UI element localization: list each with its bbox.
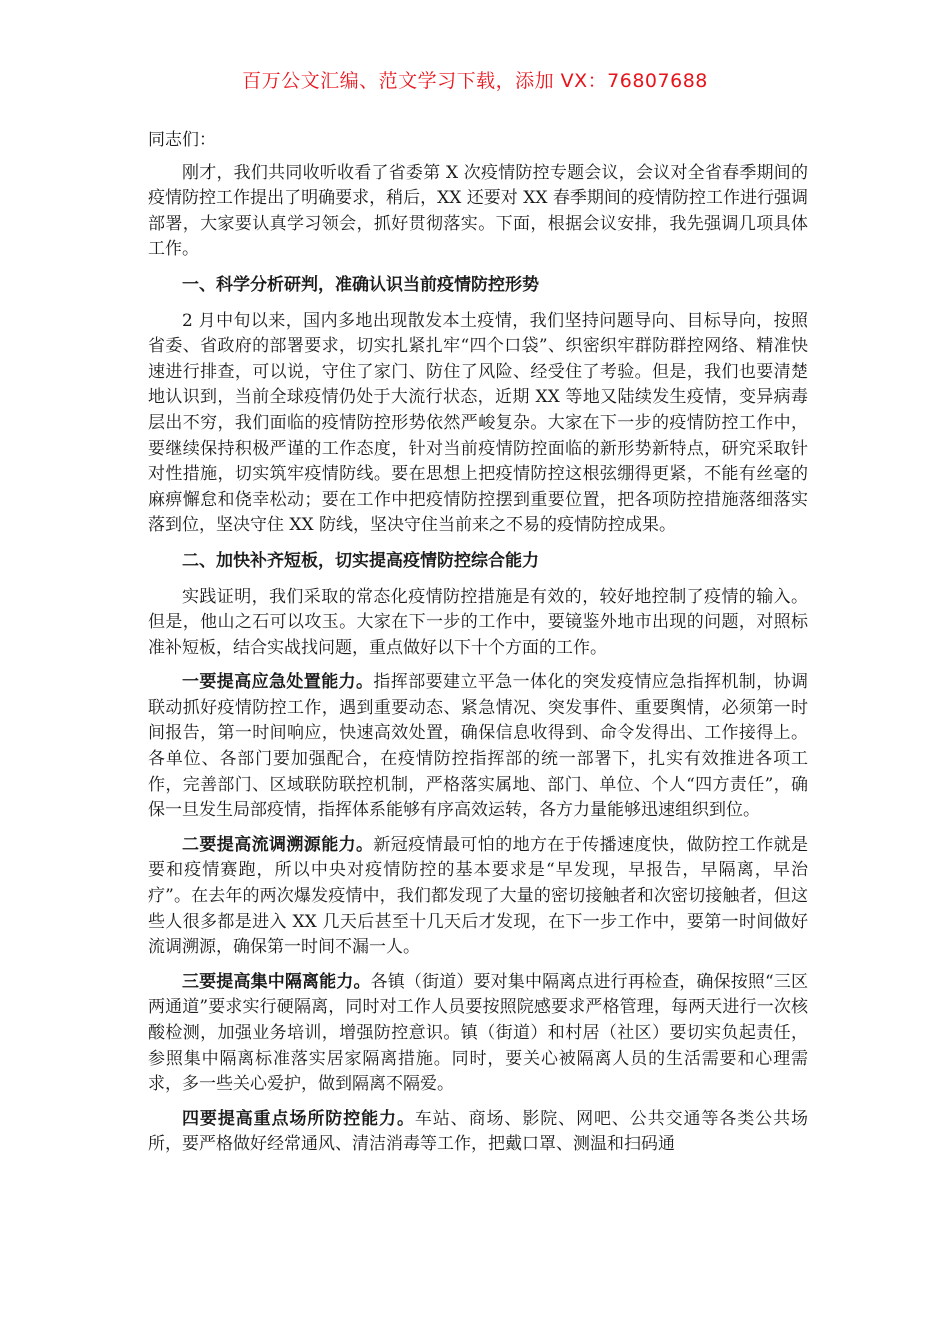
item-paragraph [148, 970, 808, 1098]
item-text: 车站、商场、影院、网吧、公共交通等各类公共场所，要严格做好经常通风、清洁消毒等工作，把戴口罩、测温和扫码通 [148, 1108, 809, 1155]
section-1-paragraph: 2 月中旬以来，国内多地出现散发本土疫情，我们坚持问题导向、目标导向，按照省委、省政府的部署要求，切实扎紧扎牢“四个口袋”、织密织牢群防群控网络、精准快速进行排查，可以说，守住了家门、防住了风险、经受住了考验。但是，我们也要清楚地认识到，当前全球疫情仍处于大流行状态，近期 XX 等地又陆续发生疫情，变异病毒层出不穷，我们面临的疫情防控形势依然严峻复杂。大家在下一步的疫情防控工作中，要继续保持积极严谨的工作态度，针对当前疫情防控面临的新形势新特点，研究采取针对性措施，切实筑牢疫情防线。要在思想上把疫情防控这根弦绷得更紧，不能有丝毫的麻痹懈怠和侥幸松动；要在工作中把疫情防控摆到重要位置，把各项防控措施落细落实落到位，坚决守住 XX 防线，坚决守住当前来之不易的疫情防控成果。 [148, 310, 808, 536]
item-lead: 一要提高应急处置能力。 [182, 672, 374, 693]
salutation: 同志们： [148, 130, 216, 150]
watermark-banner: 百万公文汇编、范文学习下载，添加 VX：76807688 [242, 70, 708, 92]
intro-paragraph: 刚才，我们共同收听收看了省委第 X 次疫情防控专题会议，会议对全省春季期间的疫情防控工作提出了明确要求，稍后，XX 还要对 XX 春季期间的疫情防控工作进行强调部署，大家要认真学习领会，抓好贯彻落实。下面，根据会议安排，我先强调几项具体工作。 [148, 162, 808, 260]
section-1-heading: 一、科学分析研判，准确认识当前疫情防控形势 [182, 274, 539, 295]
item-lead: 三要提高集中隔离能力。 [182, 971, 371, 992]
item-text: 指挥部要建立平急一体化的突发疫情应急指挥机制，协调联动抓好疫情防控工作，遇到重要动态、紧急情况、突发事件、重要舆情，必须第一时间报告，第一时间响应，快速高效处置，确保信息收得到、命令发得出、工作接得上。各单位、各部门要加强配合，在疫情防控指挥部的统一部署下，扎实有效推进各项工作，完善部门、区域联防联控机制，严格落实属地、部门、单位、个人“四方责任”，确保一旦发生局部疫情，指挥体系能够有序高效运转，各方力量能够迅速组织到位。 [148, 672, 809, 821]
item-paragraph [148, 1107, 808, 1158]
item-paragraph [148, 670, 808, 824]
item-lead: 四要提高重点场所防控能力。 [182, 1108, 415, 1129]
document-body [148, 128, 808, 1167]
item-text: 新冠疫情最可怕的地方在于传播速度快，做防控工作就是要和疫情赛跑，所以中央对疫情防控的基本要求是“早发现，早报告，早隔离，早治疗”。在去年的两次爆发疫情中，我们都发现了大量的密切接触者和次密切接触者，但这些人很多都是进入 XX 几天后甚至十几天后才发现，在下一步工作中，要第一时间做好流调溯源，确保第一时间不漏一人。 [148, 834, 809, 958]
item-lead: 二要提高流调溯源能力。 [182, 834, 374, 855]
item-paragraph [148, 833, 808, 961]
section-2-heading: 二、加快补齐短板，切实提高疫情防控综合能力 [182, 550, 539, 571]
item-text: 各镇（街道）要对集中隔离点进行再检查，确保按照“三区两通道”要求实行硬隔离，同时对工作人员要按照院感要求严格管理，每两天进行一次核酸检测，加强业务培训，增强防控意识。镇（街道）和村居（社区）要切实负起责任，参照集中隔离标准落实居家隔离措施。同时，要关心被隔离人员的生活需要和心理需求，多一些关心爱护，做到隔离不隔爱。 [148, 971, 808, 1095]
section-2-paragraph: 实践证明，我们采取的常态化疫情防控措施是有效的，较好地控制了疫情的输入。但是，他山之石可以攻玉。大家在下一步的工作中，要镜鉴外地市出现的问题，对照标准补短板，结合实战找问题，重点做好以下十个方面的工作。 [148, 586, 808, 658]
